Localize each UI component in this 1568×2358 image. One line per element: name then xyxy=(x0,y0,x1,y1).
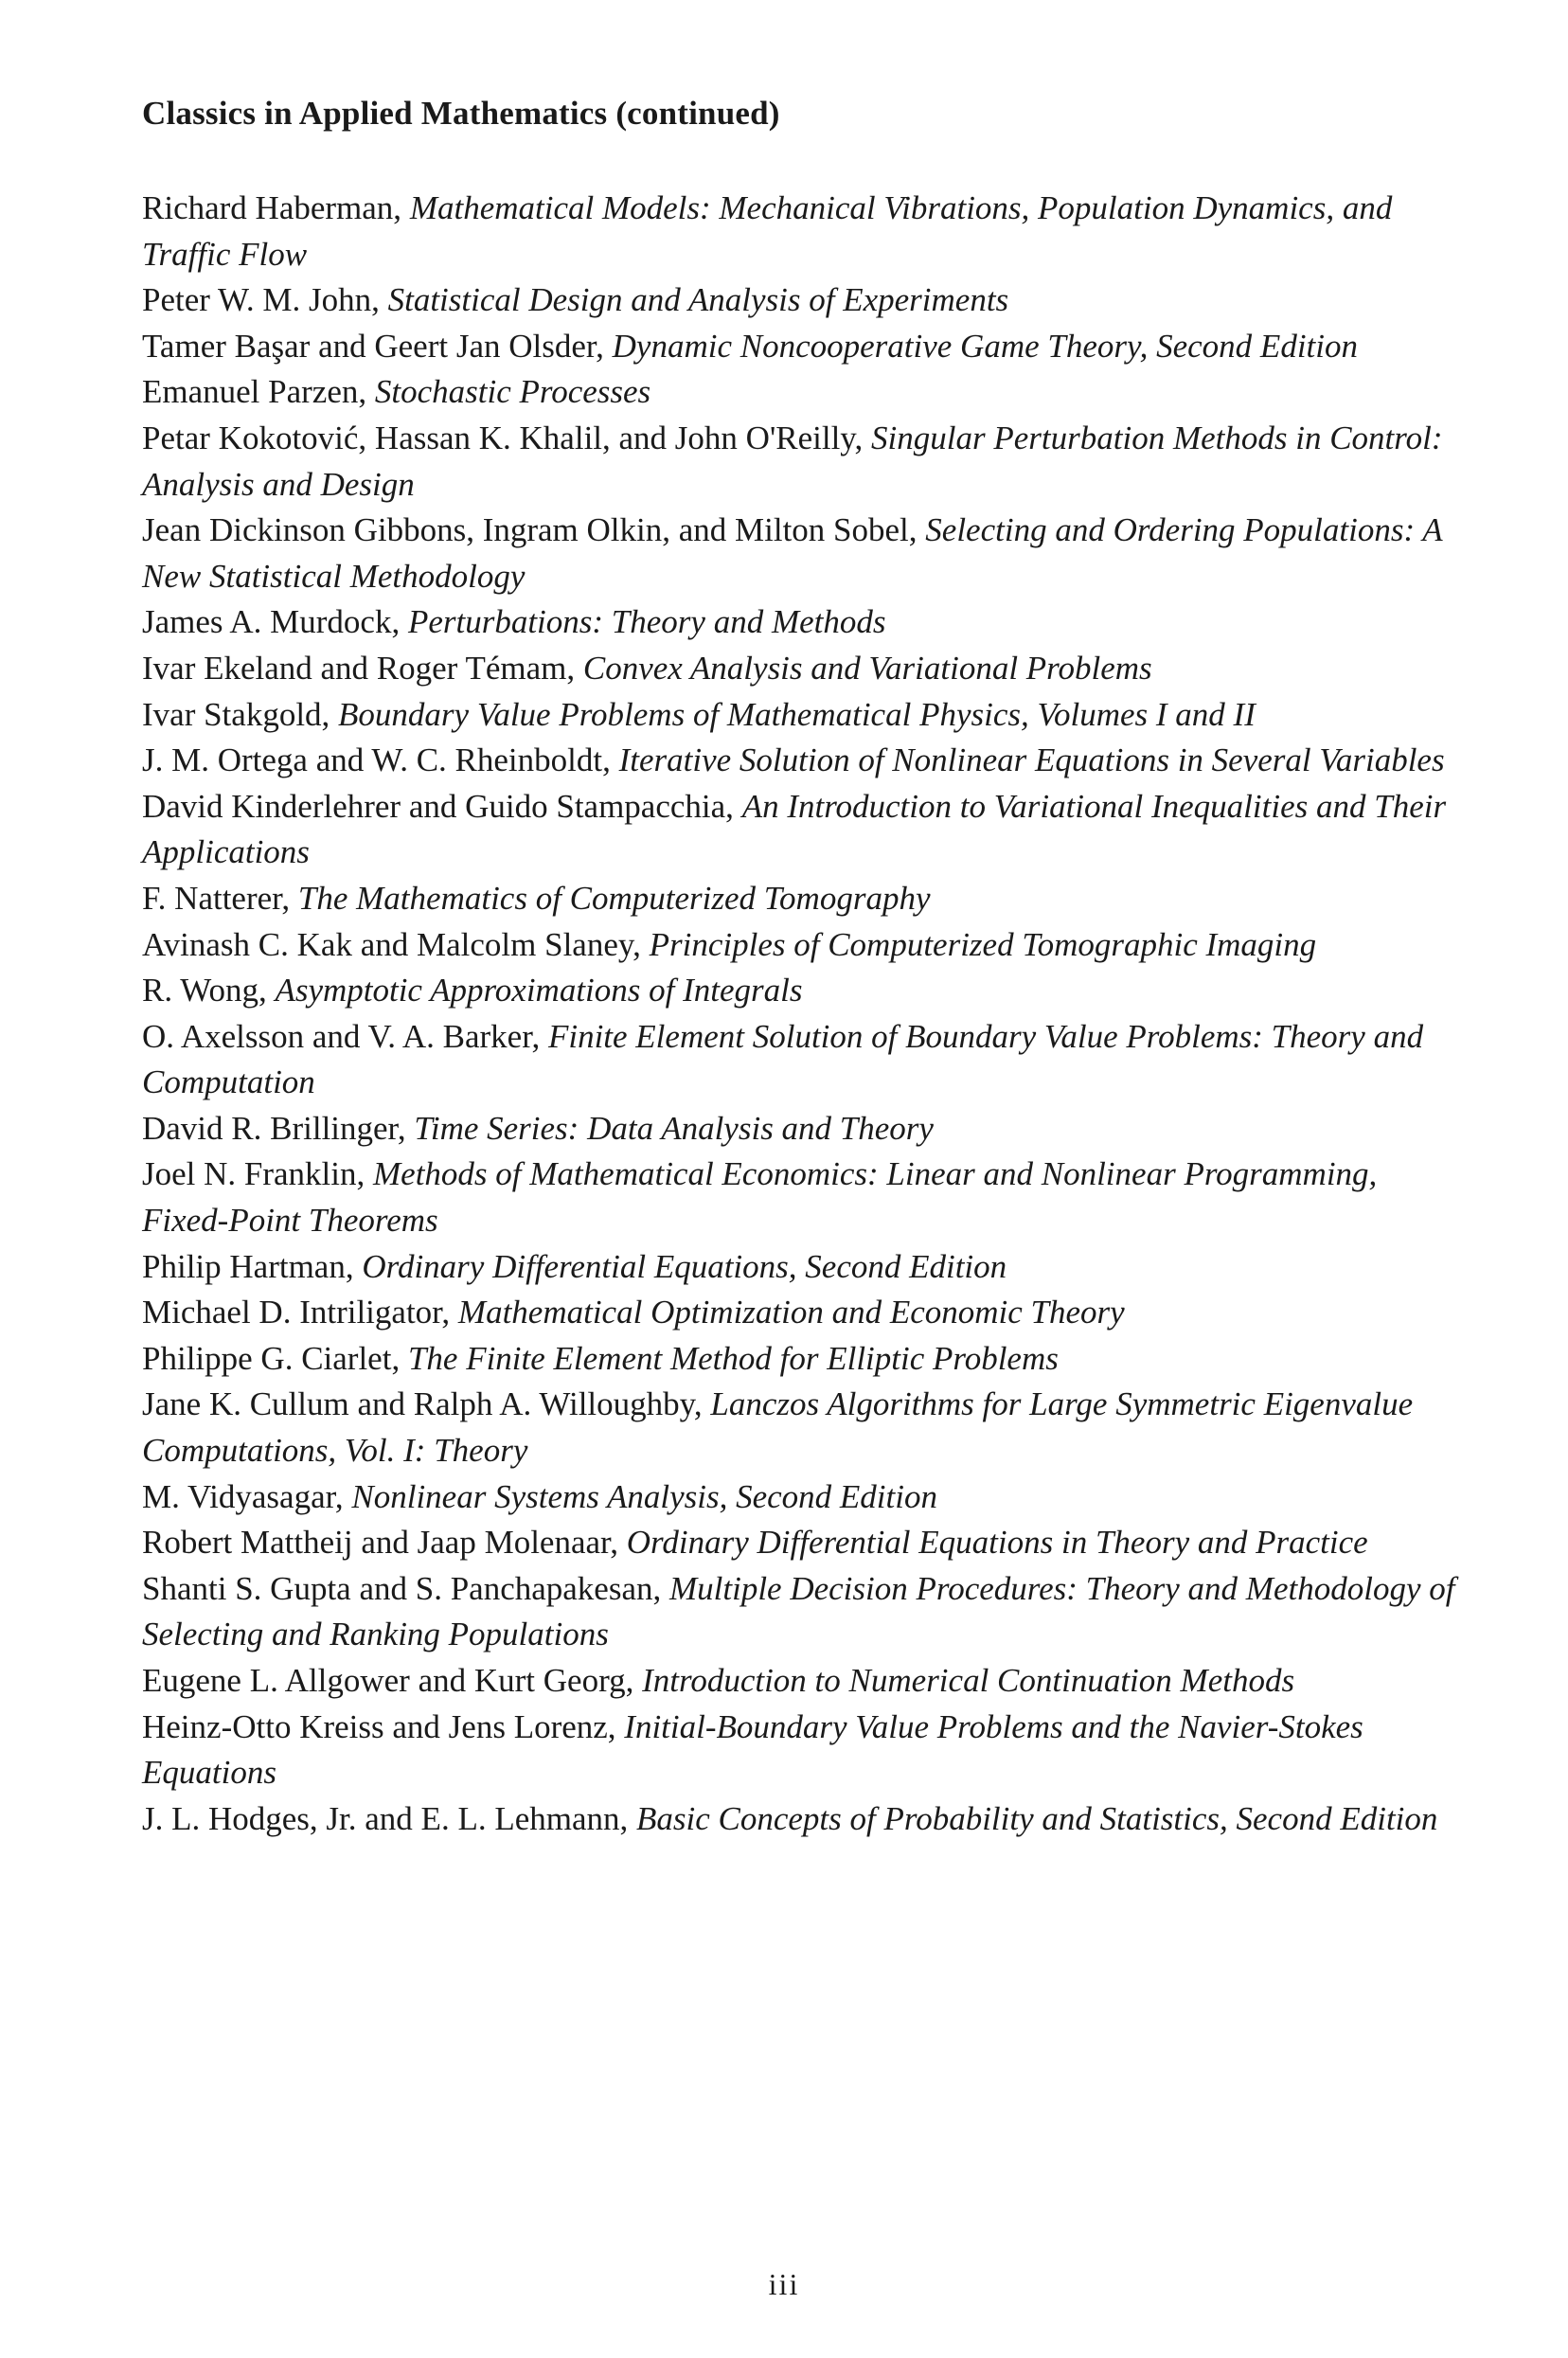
book-author: Michael D. Intriligator, xyxy=(142,1294,458,1331)
book-author: J. L. Hodges, Jr. and E. L. Lehmann, xyxy=(142,1799,636,1837)
list-item xyxy=(142,1520,1468,1566)
book-title: Initial-Boundary Value Problems and the Navier-Stokes Equations xyxy=(142,1707,1363,1792)
book-author: Richard Haberman, xyxy=(142,189,410,226)
book-title: Selecting and Ordering Populations: A New Statistical Methodology xyxy=(142,511,1442,595)
book-title: Lanczos Algorithms for Large Symmetric Eigenvalue Computations, Vol. I: Theory xyxy=(142,1385,1414,1470)
book-title: Methods of Mathematical Economics: Linear and Nonlinear Programming, Fixed-Point Theorems xyxy=(142,1155,1378,1240)
list-item xyxy=(142,599,1468,646)
list-item xyxy=(142,277,1468,324)
book-title: Perturbations: Theory and Methods xyxy=(407,603,886,641)
list-item xyxy=(142,186,1468,277)
book-author: Philippe G. Ciarlet, xyxy=(142,1339,408,1377)
book-title: The Finite Element Method for Elliptic Problems xyxy=(407,1339,1059,1377)
list-item xyxy=(142,1244,1468,1291)
list-item xyxy=(142,1014,1468,1106)
book-title: Asymptotic Approximations of Integrals xyxy=(275,972,803,1009)
list-item xyxy=(142,1336,1468,1383)
book-author: Jean Dickinson Gibbons, Ingram Olkin, and Milton Sobel, xyxy=(142,511,926,549)
book-title: Iterative Solution of Nonlinear Equations in Several Variables xyxy=(618,741,1445,779)
book-title: Multiple Decision Procedures: Theory and Methodology of Selecting and Ranking Populations xyxy=(142,1569,1455,1653)
book-author: David R. Brillinger, xyxy=(142,1109,415,1147)
book-author: Eugene L. Allgower and Kurt Georg, xyxy=(142,1662,643,1699)
page-content xyxy=(142,93,1468,1842)
page-title: Classics in Applied Mathematics (continued) xyxy=(142,95,780,132)
list-item xyxy=(142,692,1468,739)
book-title: Mathematical Optimization and Economic Theory xyxy=(457,1294,1125,1331)
list-item xyxy=(142,1474,1468,1521)
book-title: Dynamic Noncooperative Game Theory, Second Edition xyxy=(612,327,1358,365)
book-title: Basic Concepts of Probability and Statistics, Second Edition xyxy=(636,1799,1438,1837)
book-author: Ivar Ekeland and Roger Témam, xyxy=(142,649,583,687)
book-title: Finite Element Solution of Boundary Value Problems: Theory and Computation xyxy=(142,1017,1424,1101)
book-title: Nonlinear Systems Analysis, Second Edition xyxy=(351,1477,937,1515)
book-title: Statistical Design and Analysis of Experiments xyxy=(387,281,1009,319)
list-item xyxy=(142,1106,1468,1152)
book-author: Robert Mattheij and Jaap Molenaar, xyxy=(142,1524,627,1562)
list-item xyxy=(142,646,1468,692)
book-title: Ordinary Differential Equations, Second Edition xyxy=(362,1247,1007,1285)
book-author: James A. Murdock, xyxy=(142,603,408,641)
list-item xyxy=(142,922,1468,969)
list-item xyxy=(142,1658,1468,1705)
list-item xyxy=(142,508,1468,599)
book-title: Time Series: Data Analysis and Theory xyxy=(414,1109,934,1147)
book-author: David Kinderlehrer and Guido Stampacchia, xyxy=(142,787,742,825)
list-item xyxy=(142,1796,1468,1843)
book-author: Emanuel Parzen, xyxy=(142,373,375,411)
book-list xyxy=(142,186,1468,1842)
list-item xyxy=(142,324,1468,370)
list-item xyxy=(142,738,1468,784)
list-item xyxy=(142,1290,1468,1336)
page-number: iii xyxy=(768,2267,800,2301)
book-title: Mathematical Models: Mechanical Vibrations, Population Dynamics, and Traffic Flow xyxy=(142,189,1393,273)
book-author: Ivar Stakgold, xyxy=(142,695,339,733)
book-title: Singular Perturbation Methods in Control: Analysis and Design xyxy=(142,419,1443,503)
book-author: J. M. Ortega and W. C. Rheinboldt, xyxy=(142,741,619,779)
book-title: Convex Analysis and Variational Problems xyxy=(582,649,1152,687)
list-item xyxy=(142,1566,1468,1658)
list-item xyxy=(142,968,1468,1014)
book-author: Jane K. Cullum and Ralph A. Willoughby, xyxy=(142,1385,711,1423)
book-author: Philip Hartman, xyxy=(142,1247,363,1285)
book-author: M. Vidyasagar, xyxy=(142,1477,352,1515)
book-author: Peter W. M. John, xyxy=(142,281,388,319)
book-title: Ordinary Differential Equations in Theory and Practice xyxy=(626,1524,1368,1562)
list-item xyxy=(142,1152,1468,1243)
book-title: Principles of Computerized Tomographic Imaging xyxy=(649,925,1317,963)
book-author: R. Wong, xyxy=(142,972,276,1009)
book-author: Avinash C. Kak and Malcolm Slaney, xyxy=(142,925,650,963)
list-item xyxy=(142,876,1468,922)
book-author: F. Natterer, xyxy=(142,879,298,917)
book-author: Heinz-Otto Kreiss and Jens Lorenz, xyxy=(142,1707,625,1745)
book-author: Joel N. Franklin, xyxy=(142,1155,374,1193)
book-title: Stochastic Processes xyxy=(374,373,651,411)
book-author: O. Axelsson and V. A. Barker, xyxy=(142,1017,548,1055)
list-item xyxy=(142,369,1468,416)
book-title: An Introduction to Variational Inequalities and Their Applications xyxy=(142,787,1447,871)
book-title: Boundary Value Problems of Mathematical Physics, Volumes I and II xyxy=(338,695,1256,733)
book-author: Petar Kokotović, Hassan K. Khalil, and John O'Reilly, xyxy=(142,419,872,456)
list-item xyxy=(142,784,1468,876)
list-item xyxy=(142,1705,1468,1796)
book-author: Shanti S. Gupta and S. Panchapakesan, xyxy=(142,1569,669,1607)
book-author: Tamer Başar and Geert Jan Olsder, xyxy=(142,327,613,365)
book-title: The Mathematics of Computerized Tomography xyxy=(297,879,931,917)
book-title: Introduction to Numerical Continuation Methods xyxy=(642,1662,1295,1699)
list-item xyxy=(142,416,1468,508)
list-item xyxy=(142,1382,1468,1474)
